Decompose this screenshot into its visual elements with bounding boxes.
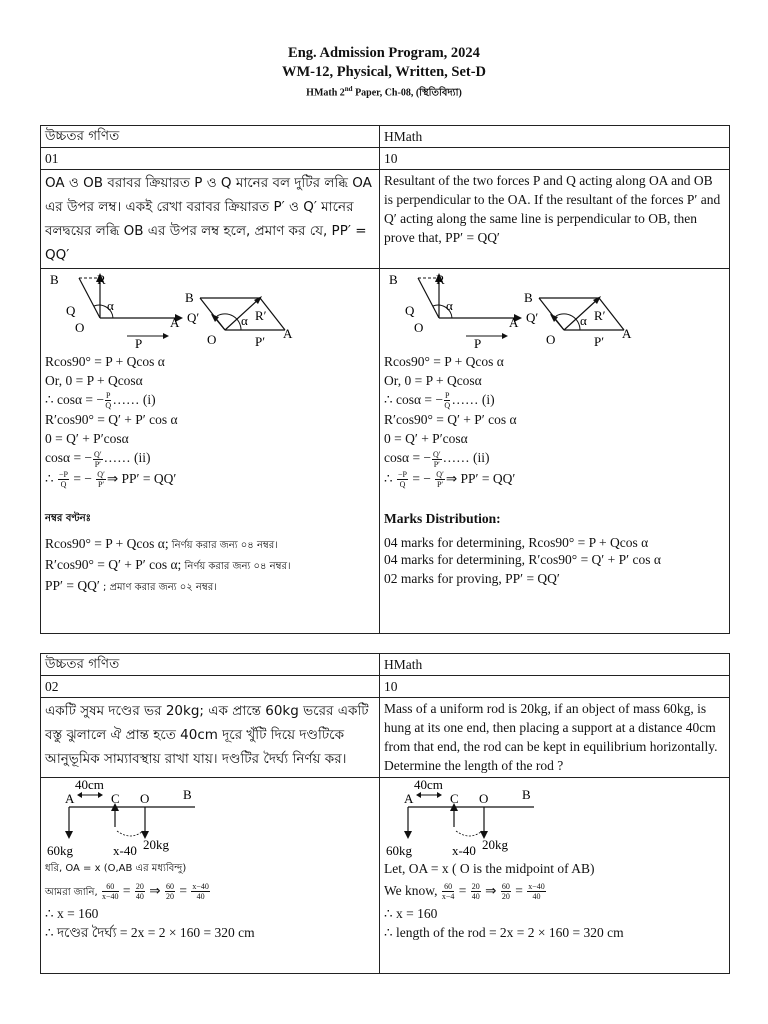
program-title: Eng. Admission Program, 2024 xyxy=(288,45,480,61)
q1-marks-bn-2: R′cos90° = Q′ + P′ cos α; নির্ণয় করার জন্য ০৪ নম্বর। xyxy=(45,557,291,573)
svg-text:Q′: Q′ xyxy=(187,310,200,325)
q2-length-en: ∴ length of the rod = 2x = 2 × 160 = 320 cm xyxy=(384,925,624,940)
page-header xyxy=(0,44,768,100)
svg-text:B: B xyxy=(183,787,192,802)
svg-text:A: A xyxy=(283,326,293,341)
q2-number: 02 xyxy=(41,676,380,698)
svg-text:Q′: Q′ xyxy=(526,310,539,325)
svg-text:40cm: 40cm xyxy=(75,779,104,792)
svg-text:α: α xyxy=(446,298,453,313)
q2-marks: 10 xyxy=(380,676,730,698)
q2-answer-bn: ∴ x = 160 xyxy=(45,906,99,921)
svg-text:A: A xyxy=(65,791,75,806)
q1-marks-en-2: 04 marks for determining, R′cos90° = Q′ + P′ cos α xyxy=(384,552,661,568)
svg-text:40cm: 40cm xyxy=(414,779,443,792)
svg-text:R′: R′ xyxy=(255,308,267,323)
svg-text:B: B xyxy=(524,290,533,305)
q2-rod-diagram-bn xyxy=(45,779,375,859)
svg-text:A: A xyxy=(170,315,180,330)
svg-text:Q: Q xyxy=(405,303,415,318)
svg-text:60kg: 60kg xyxy=(47,843,73,858)
q2-length-bn: ∴ দণ্ডের দৈর্ঘ্য = 2x = 2 × 160 = 320 cm xyxy=(45,925,255,940)
q2-answer-en: ∴ x = 160 xyxy=(384,906,438,921)
q1-step-3-en: ∴ cosα = − $\frac{P}{Q}$ …… (i) xyxy=(384,391,495,411)
q1-marks-title-bn: নম্বর বণ্টনঃ xyxy=(45,513,92,525)
q1-step-6-en: cosα = − $\frac{Q'}{P'}$ …… (ii) xyxy=(384,449,490,469)
set-title: WM-12, Physical, Written, Set-D xyxy=(281,64,487,80)
svg-text:α: α xyxy=(580,313,587,328)
q1-marks-bn-3: PP′ = QQ′ ; প্রমাণ করার জন্য ০২ নম্বর। xyxy=(45,578,217,594)
svg-text:O: O xyxy=(414,320,424,335)
svg-text:B: B xyxy=(185,290,194,305)
q1-question-en: Resultant of the two forces P and Q acting along OA and OB is perpendicular to the OA. If the resultant of the forces P′ and Q′ acting along the same line is perpendicular to OB, then prove that, PP′ = QQ′ xyxy=(380,170,730,269)
q1-step-4-en: R′cos90° = Q′ + P′ cos α xyxy=(384,412,517,428)
q1-step-1: Rcos90° = P + Qcos α xyxy=(45,354,165,369)
q2-subject-en: HMath xyxy=(380,654,730,676)
svg-text:x-40: x-40 xyxy=(452,843,476,858)
svg-text:A: A xyxy=(404,791,414,806)
q2-question-bn: একটি সুষম দণ্ডের ভর 20kg; এক প্রান্তে 60kg ভরের একটি বস্তু ঝুলালে ঐ প্রান্ত হতে 40cm দূরে খুঁটি দিয়ে দণ্ডটিকে আনুভূমিক সাম্যাবস্থায় রাখা যায়। দণ্ডটির দৈর্ঘ্য নির্ণয় কর। xyxy=(41,698,380,778)
chapter-title: HMath 2nd Paper, Ch-08, (স্থিতিবিদ্যা) xyxy=(306,85,462,99)
q1-marks-en-3: 02 marks for proving, PP′ = QQ′ xyxy=(384,571,560,587)
svg-text:20kg: 20kg xyxy=(482,837,508,852)
q2-question-en: Mass of a uniform rod is 20kg, if an object of mass 60kg, is hung at its one end, then placing a support at a distance 40cm from that end, the rod can be kept in equilibrium horizontally. Determine the length of the rod ? xyxy=(380,698,730,778)
svg-text:P: P xyxy=(474,336,482,351)
svg-text:P′: P′ xyxy=(594,334,605,349)
svg-text:x-40: x-40 xyxy=(113,843,137,858)
q1-step-7-en: ∴ $\frac{-P}{Q}$ = − $\frac{Q'}{P'}$ ⇒ PP′ = QQ′ xyxy=(384,470,516,490)
q1-solution-bn xyxy=(41,269,380,634)
q2-solution-en xyxy=(380,778,730,974)
q2-solution-bn xyxy=(41,778,380,974)
q1-subject-bn: উচ্চতর গণিত xyxy=(41,126,380,148)
q1-marks: 10 xyxy=(380,148,730,170)
q1-marks-bn-1: Rcos90° = P + Qcos α; নির্ণয় করার জন্য ০৪ নম্বর। xyxy=(45,536,278,552)
q1-step-3: ∴ cosα = − $\frac{P}{Q}$ …… (i) xyxy=(45,391,156,411)
q2-equation-bn: আমরা জানি, $\frac{60}{x-40}$ = $\frac{20}{40}$ ⇒ $\frac{60}{20}$ = $\frac{x-40}{40}$ xyxy=(45,882,209,902)
svg-text:B: B xyxy=(389,272,398,287)
q1-step-1-en: Rcos90° = P + Qcos α xyxy=(384,354,504,369)
q1-subject-en: HMath xyxy=(380,126,730,148)
question-2-table xyxy=(40,653,730,974)
q2-let-en: Let, OA = x ( O is the midpoint of AB) xyxy=(384,861,595,876)
svg-text:B: B xyxy=(50,272,59,287)
q1-step-5-en: 0 = Q′ + P′cosα xyxy=(384,431,468,447)
svg-text:P: P xyxy=(135,336,143,351)
svg-text:A: A xyxy=(622,326,632,341)
q1-force-diagram-en xyxy=(384,270,725,352)
svg-text:O: O xyxy=(546,332,556,347)
svg-text:20kg: 20kg xyxy=(143,837,169,852)
svg-text:α: α xyxy=(241,313,248,328)
svg-text:B: B xyxy=(522,787,531,802)
svg-text:C: C xyxy=(111,791,120,806)
q1-step-6: cosα = − $\frac{Q'}{P'}$ …… (ii) xyxy=(45,449,151,469)
q1-marks-title-en: Marks Distribution: xyxy=(384,511,501,527)
q2-equation-en: We know, $\frac{60}{x-4}$ = $\frac{20}{40}$ ⇒ $\frac{60}{20}$ = $\frac{x-40}{40}$ xyxy=(384,882,545,902)
q1-step-2-en: Or, 0 = P + Qcosα xyxy=(384,373,482,388)
question-1-table xyxy=(40,125,730,634)
svg-text:α: α xyxy=(107,298,114,313)
q1-marks-en-1: 04 marks for determining, Rcos90° = P + Qcos α xyxy=(384,535,649,551)
q1-step-2: Or, 0 = P + Qcosα xyxy=(45,373,143,388)
q2-let-bn: ধরি, OA = x (O,AB এর মধ্যবিন্দু) xyxy=(45,863,187,874)
q1-step-4: R′cos90° = Q′ + P′ cos α xyxy=(45,412,178,428)
svg-text:P′: P′ xyxy=(255,334,266,349)
q1-question-bn: OA ও OB বরাবর ক্রিয়ারত P ও Q মানের বল দুটির লব্ধি OA এর উপর লম্ব। একই রেখা বরাবর ক্রিয়ারত P′ ও Q′ মানের বলদ্বয়ের লব্ধি OB এর উপর লম্ব হলে, প্রমাণ কর যে, PP′ = QQ′ xyxy=(41,170,380,269)
svg-text:C: C xyxy=(450,791,459,806)
svg-text:O: O xyxy=(140,791,150,806)
svg-text:Q: Q xyxy=(66,303,76,318)
q1-force-diagram-bn xyxy=(45,270,375,352)
q2-rod-diagram-en xyxy=(384,779,725,859)
q1-solution-en xyxy=(380,269,730,634)
q1-step-7: ∴ $\frac{-P}{Q}$ = − $\frac{Q'}{P'}$ ⇒ PP′ = QQ′ xyxy=(45,470,177,490)
svg-text:O: O xyxy=(207,332,217,347)
svg-text:O: O xyxy=(75,320,85,335)
q2-subject-bn: উচ্চতর গণিত xyxy=(41,654,380,676)
svg-text:R: R xyxy=(436,272,445,287)
svg-text:O: O xyxy=(479,791,489,806)
q1-step-5: 0 = Q′ + P′cosα xyxy=(45,431,129,447)
svg-text:R′: R′ xyxy=(594,308,606,323)
q1-number: 01 xyxy=(41,148,380,170)
svg-text:R: R xyxy=(97,272,106,287)
svg-text:A: A xyxy=(509,315,519,330)
svg-text:60kg: 60kg xyxy=(386,843,412,858)
